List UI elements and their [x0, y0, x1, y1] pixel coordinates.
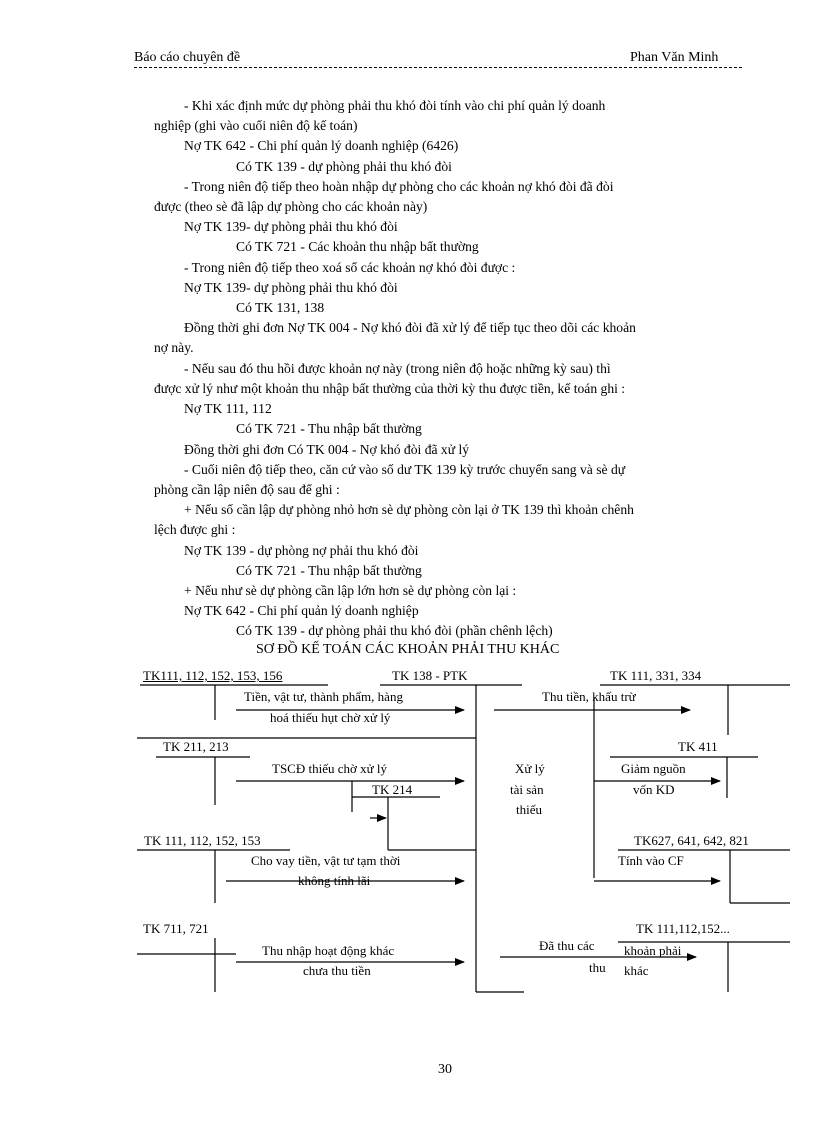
- label-cho-vay-2: không tính lãi: [298, 873, 371, 888]
- text-line: lệch được ghi :: [154, 522, 236, 537]
- account-tk214: TK 214: [372, 782, 413, 797]
- text-line: Nợ TK 139- dự phòng phải thu khó đòi: [184, 280, 398, 295]
- label-thu-nhap-2: chưa thu tiền: [303, 963, 371, 978]
- account-tk111-156: TK111, 112, 152, 153, 156: [143, 668, 283, 683]
- text-line: Có TK 721 - Thu nhập bất thường: [236, 563, 422, 578]
- text-line: + Nếu số cần lập dự phòng nhỏ hơn sè dự phòng còn lại ở TK 139 thì khoản chênh: [184, 502, 634, 517]
- account-tk111-153: TK 111, 112, 152, 153: [144, 833, 261, 848]
- text-line: Nợ TK 139- dự phòng phải thu khó đòi: [184, 219, 398, 234]
- account-tk138: TK 138 - PTK: [392, 668, 468, 683]
- label-giam-nguon-2: vốn KD: [633, 782, 675, 797]
- label-xu-ly-2: tài sản: [510, 782, 544, 797]
- text-line: Nợ TK 111, 112: [184, 401, 272, 416]
- text-line: Có TK 131, 138: [236, 300, 325, 315]
- account-tk711: TK 711, 721: [143, 921, 209, 936]
- account-tk111-334: TK 111, 331, 334: [610, 668, 702, 683]
- text-line: Nợ TK 139 - dự phòng nợ phải thu khó đòi: [184, 543, 419, 558]
- label-da-thu-2: thu: [589, 960, 606, 975]
- account-tk627: TK627, 641, 642, 821: [634, 833, 749, 848]
- text-line: Nợ TK 642 - Chi phí quản lý doanh nghiệp: [184, 603, 419, 618]
- label-giam-nguon: Giảm nguồn: [621, 761, 686, 776]
- header-right: Phan Văn Minh: [630, 50, 719, 65]
- label-xu-ly: Xử lý: [515, 761, 545, 776]
- label-cho-vay: Cho vay tiền, vật tư tạm thời: [251, 853, 401, 868]
- text-line: được xử lý như một khoản thu nhập bất thường của thời kỳ thu được tiền, kế toán ghi :: [154, 381, 626, 396]
- page-number: 30: [438, 1062, 452, 1077]
- text-line: Đồng thời ghi đơn Có TK 004 - Nợ khó đòi đã xử lý: [184, 442, 470, 457]
- header-left: Báo cáo chuyên đề: [134, 50, 241, 65]
- account-tk111-152: TK 111,112,152...: [636, 921, 730, 936]
- text-line: Có TK 139 - dự phòng phải thu khó đòi (phần chênh lệch): [236, 623, 553, 638]
- text-line: - Trong niên độ tiếp theo hoàn nhập dự phòng cho các khoản nợ khó đòi đã đòi: [184, 179, 614, 194]
- label-da-thu: Đã thu các: [539, 938, 595, 953]
- account-tk211: TK 211, 213: [163, 739, 229, 754]
- text-line: - Khi xác định mức dự phòng phải thu khó đòi tính vào chi phí quản lý doanh: [184, 98, 606, 113]
- label-tien-vat-tu-2: hoá thiếu hụt chờ xử lý: [270, 710, 391, 725]
- text-line: Nợ TK 642 - Chi phí quản lý doanh nghiệp (6426): [184, 138, 459, 153]
- label-khoan-phai-2: khác: [624, 963, 649, 978]
- text-line: nợ này.: [154, 340, 194, 355]
- text-line: - Trong niên độ tiếp theo xoá sổ các khoản nợ khó đòi được :: [184, 260, 516, 275]
- diagram-title: SƠ ĐỒ KẾ TOÁN CÁC KHOẢN PHẢI THU KHÁC: [256, 642, 560, 657]
- text-line: phòng cần lập niên độ sau để ghi :: [154, 482, 340, 497]
- account-tk411: TK 411: [678, 739, 718, 754]
- text-line: Có TK 721 - Thu nhập bất thường: [236, 421, 422, 436]
- text-line: Có TK 139 - dự phòng phải thu khó đòi: [236, 159, 452, 174]
- label-tinh-vao-cf: Tính vào CF: [618, 853, 684, 868]
- label-thu-tien: Thu tiền, khấu trừ: [542, 689, 636, 704]
- text-line: - Nếu sau đó thu hồi được khoản nợ này (trong niên độ hoặc những kỳ sau) thì: [184, 361, 611, 376]
- text-line: nghiệp (ghi vào cuối niên độ kế toán): [154, 118, 358, 133]
- label-tien-vat-tu: Tiền, vật tư, thành phẩm, hàng: [244, 689, 403, 704]
- text-line: Có TK 721 - Các khoản thu nhập bất thường: [236, 239, 479, 254]
- label-tscd: TSCĐ thiếu chờ xử lý: [272, 761, 388, 776]
- label-xu-ly-3: thiếu: [516, 802, 542, 817]
- text-line: Đồng thời ghi đơn Nợ TK 004 - Nợ khó đòi đã xử lý để tiếp tục theo dõi các khoản: [184, 320, 636, 335]
- label-khoan-phai: khoản phải: [624, 943, 682, 958]
- text-line: + Nếu như sè dự phòng cần lập lớn hơn sè dự phòng còn lại :: [184, 583, 517, 598]
- text-line: - Cuối niên độ tiếp theo, căn cứ vào số dư TK 139 kỳ trước chuyển sang và sè dự: [184, 462, 626, 477]
- label-thu-nhap: Thu nhập hoạt động khác: [262, 943, 395, 958]
- text-line: được (theo sè đã lập dự phòng cho các khoản này): [154, 199, 428, 214]
